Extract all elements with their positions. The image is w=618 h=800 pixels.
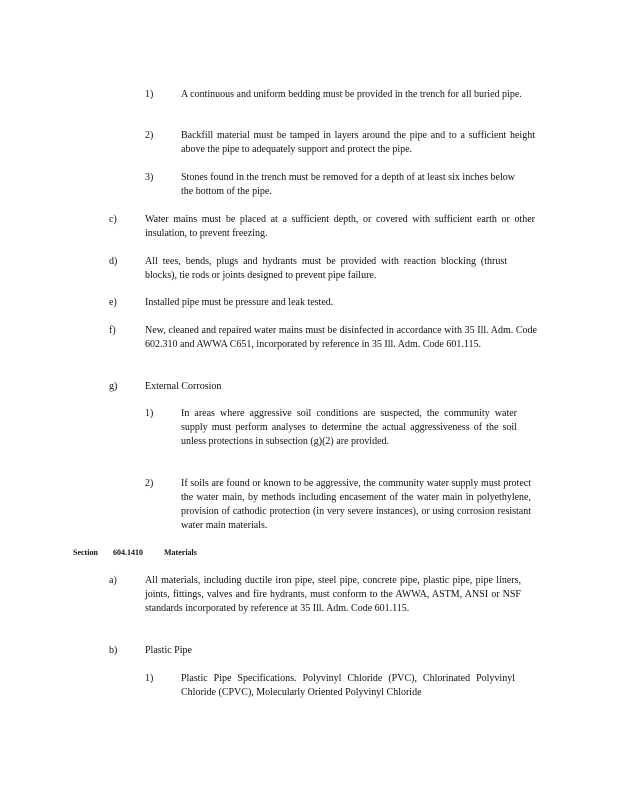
item-text: Backfill material must be tamped in layers around the pipe and to a sufficient height above the pipe to adequately support and protect the pipe. — [181, 130, 535, 155]
item-label: f) — [109, 325, 116, 336]
subsection-heading: External Corrosion — [145, 381, 222, 392]
item-label: 2) — [145, 478, 154, 489]
item-label: 1) — [145, 673, 154, 684]
item-text: Stones found in the trench must be removed for a depth of at least six inches below the bottom of the pipe. — [181, 172, 515, 197]
item-label: b) — [109, 645, 118, 656]
item-text: Installed pipe must be pressure and leak tested. — [145, 297, 334, 308]
item-text: Water mains must be placed at a sufficient depth, or covered with sufficient earth or other insulation, to prevent freezing. — [145, 214, 535, 239]
subsection-heading: Plastic Pipe — [145, 645, 192, 656]
section-title: Materials — [164, 548, 197, 557]
item-label: 3) — [145, 172, 154, 183]
item-label: a) — [109, 575, 117, 586]
item-text: All tees, bends, plugs and hydrants must be provided with reaction blocking (thrust blocks), tie rods or joints designed to prevent pipe failure. — [145, 256, 507, 281]
section-label: Section — [73, 548, 98, 557]
item-text: If soils are found or known to be aggressive, the community water supply must protect the water main, by methods including encasement of the water main in polyethylene, provision of cathodic protection (in very severe instances), or using corrosion resistant water main materials. — [181, 478, 531, 531]
item-text: New, cleaned and repaired water mains must be disinfected in accordance with 35 Ill. Adm. Code 602.310 and AWWA C651, incorporated by reference in 35 Ill. Adm. Code 601.115. — [145, 325, 537, 350]
item-text: Plastic Pipe Specifications. Polyvinyl Chloride (PVC), Chlorinated Polyvinyl Chloride (CPVC), Molecularly Oriented Polyvinyl Chloride — [181, 673, 515, 698]
section-number: 604.1410 — [113, 548, 143, 557]
item-label: 1) — [145, 408, 154, 419]
item-text: In areas where aggressive soil conditions are suspected, the community water supply must perform analyses to determine the actual aggressiveness of the soil unless protections in subsection (g)(2) are provided. — [181, 408, 517, 447]
item-label: c) — [109, 214, 117, 225]
item-label: d) — [109, 256, 118, 267]
item-label: e) — [109, 297, 117, 308]
item-label: 2) — [145, 130, 154, 141]
item-text: All materials, including ductile iron pipe, steel pipe, concrete pipe, plastic pipe, pipe liners, joints, fittings, valves and fire hydrants, must conform to the AWWA, ASTM, ANSI or NSF standards incorporated by reference at 35 Ill. Adm. Code 601.115. — [145, 575, 521, 614]
item-label: g) — [109, 381, 118, 392]
item-label: 1) — [145, 89, 154, 100]
item-text: A continuous and uniform bedding must be provided in the trench for all buried pipe. — [181, 89, 522, 100]
